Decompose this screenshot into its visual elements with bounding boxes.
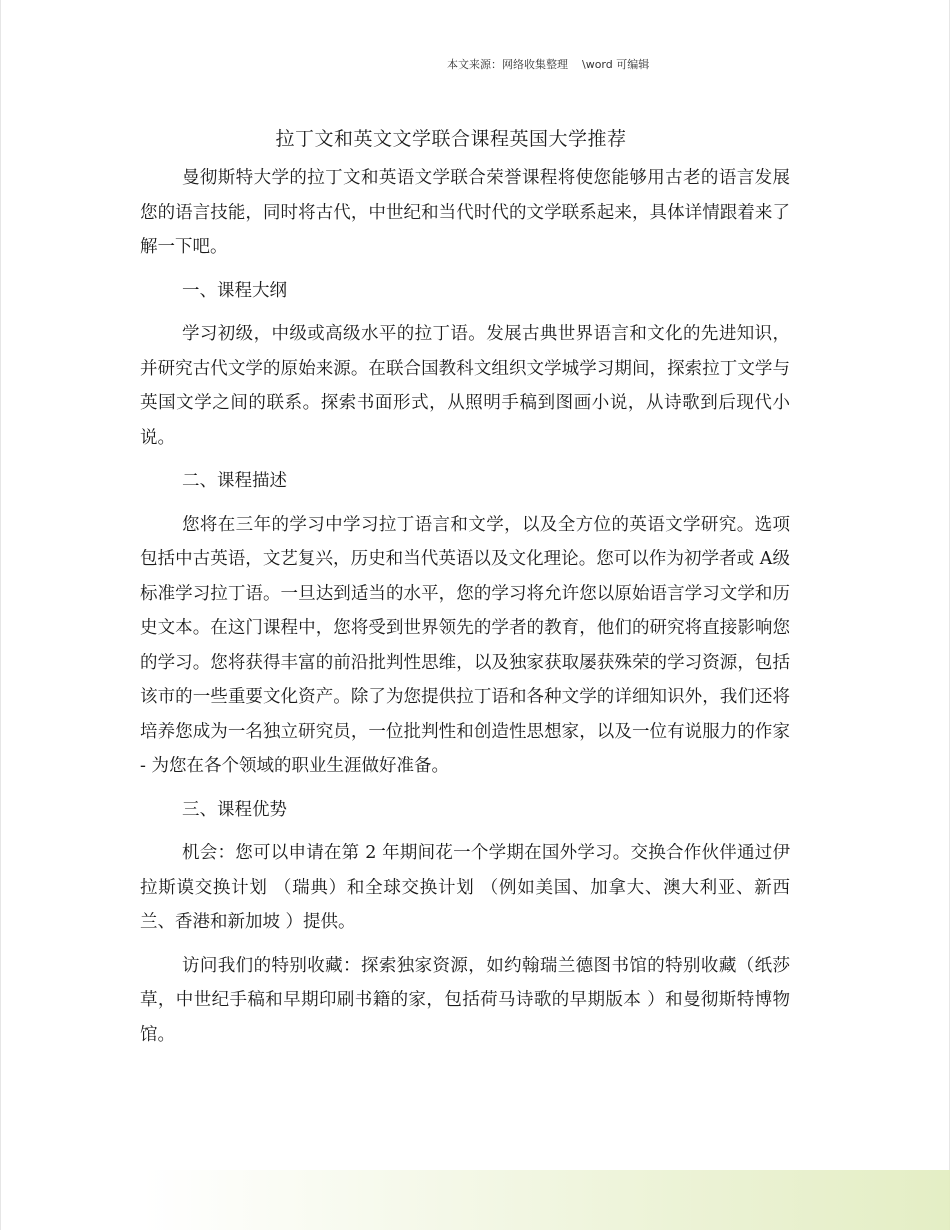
intro-paragraph: 曼彻斯特大学的拉丁文和英语文学联合荣誉课程将使您能够用古老的语言发展您的语言技能，同时将古代，中世纪和当代时代的文学联系起来，具体详情跟着来了解一下吧。	[140, 168, 790, 257]
page-header: 本文来源：网络收集整理 \word 可编辑	[447, 58, 650, 71]
section-paragraph: 机会：您可以申请在第 2 年期间花一个学期在国外学习。交换合作伙伴通过伊拉斯谟交换计划 （瑞典）和全球交换计划 （例如美国、加拿大、澳大利亚、新西兰、香港和新加坡 ）提供。	[140, 843, 790, 932]
document-body	[140, 161, 790, 1061]
section-paragraph: 访问我们的特别收藏：探索独家资源，如约翰瑞兰德图书馆的特别收藏（纸莎草，中世纪手稿和早期印刷书籍的家，包括荷马诗歌的早期版本 ）和曼彻斯特博物馆。	[140, 955, 790, 1045]
document-title: 拉丁文和英文文学联合课程英国大学推荐	[275, 128, 627, 150]
section-paragraph: 您将在三年的学习中学习拉丁语言和文学，以及全方位的英语文学研究。选项包括中古英语，文艺复兴，历史和当代英语以及文化理论。您可以作为初学者或 A级标准学习拉丁语。一旦达到适当的水平，您的学习将允许您以原始语言学习文学和历史文本。在这门课程中，您将受到世界领先的学者的教育，他们的研究将直接影响您的学习。您将获得丰富的前沿批判性思维，以及独家获取屡获殊荣的学习资源，包括该市的一些重要文化资产。除了为您提供拉丁语和各种文学的详细知识外，我们还将培养您成为一名独立研究员，一位批判性和创造性思想家，以及一位有说服力的作家 - 为您在各个领域的职业生涯做好准备。	[140, 514, 790, 776]
section-heading-outline: 一、课程大纲	[182, 280, 287, 301]
section-paragraph: 学习初级，中级或高级水平的拉丁语。发展古典世界语言和文化的先进知识，并研究古代文学的原始来源。在联合国教科文组织文学城学习期间，探索拉丁文学与英国文学之间的联系。探索书面形式，从照明手稿到图画小说，从诗歌到后现代小说。	[140, 324, 790, 448]
section-heading-advantages: 三、课程优势	[182, 799, 287, 820]
section-heading-description: 二、课程描述	[182, 471, 287, 491]
footer-decoration	[1, 1170, 950, 1230]
